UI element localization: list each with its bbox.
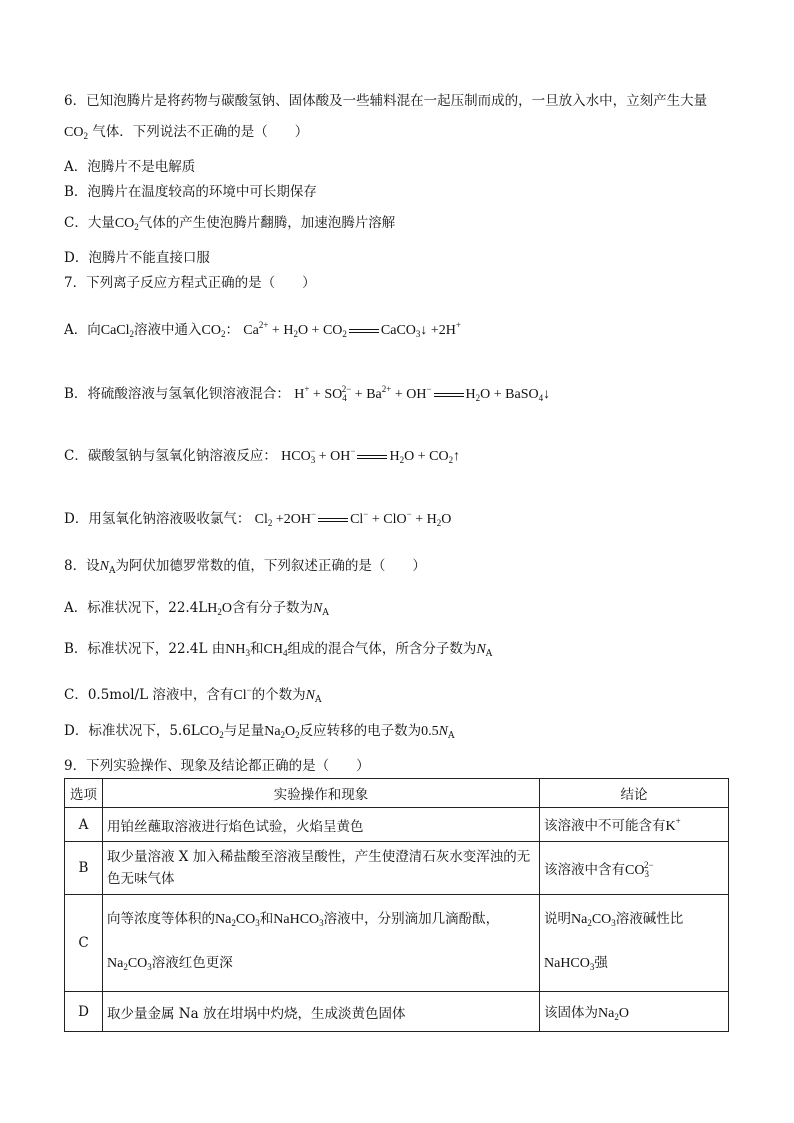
q8-option-d: D．标准状况下，$5.6LCO_2$与足量$Na_2O_2$反应转移的电子数为$0.5N_A$ (64, 723, 455, 741)
q8-option-c: C．0.5mol/L 溶液中，含有Cl−的个数为$N_A$ (64, 685, 322, 705)
table-row (65, 895, 729, 992)
q6-option-b: B．泡腾片在温度较高的环境中可长期保存 (64, 184, 317, 200)
row-conclusion: 说明$Na_2CO_3$溶液碱性比 NaHCO$_3$强 (540, 895, 729, 992)
row-conclusion: 该溶液中不可能含有K+ (540, 808, 729, 842)
row-operation: 向等浓度等体积的$Na_2CO_3$和NaHCO$_3$溶液中，分别滴加几滴酚酞， $Na_2CO_3$溶液红色更深 (103, 895, 540, 992)
row-operation: 用铂丝蘸取溶液进行焰色试验，火焰呈黄色 (103, 808, 540, 842)
q8-option-a: A．标准状况下，$22.4LH_2O$含有分子数为$N_A$ (64, 600, 329, 618)
row-conclusion: 该溶液中含有$CO_3^{2-}$ (540, 842, 729, 895)
q6-stem-line1: 6．已知泡腾片是将药物与碳酸氢钠、固体酸及一些辅料混在一起压制而成的，一旦放入水中，立刻产生大量 (64, 93, 708, 109)
q6-stem-line2: $CO_2$ 气体．下列说法不正确的是（ ） (64, 124, 309, 141)
q9-stem: 9．下列实验操作、现象及结论都正确的是（ ） (64, 758, 370, 774)
row-option: A (65, 808, 103, 842)
row-option: C (65, 895, 103, 992)
row-conclusion: 该固体为$Na_2O$ (540, 992, 729, 1032)
row-option: B (65, 842, 103, 895)
q7-stem: 7．下列离子反应方程式正确的是（ ） (64, 275, 316, 291)
header-option: 选项 (65, 779, 103, 808)
row-operation: 取少量溶液 X 加入稀盐酸至溶液呈酸性，产生使澄清石灰水变浑浊的无色无味气体 (103, 842, 540, 895)
header-operation: 实验操作和现象 (103, 779, 540, 808)
q6-option-d: D．泡腾片不能直接口服 (64, 250, 210, 266)
row-operation: 取少量金属 Na 放在坩埚中灼烧，生成淡黄色固体 (103, 992, 540, 1032)
table-row (65, 842, 729, 895)
q6-option-a: A．泡腾片不是电解质 (64, 159, 196, 175)
header-conclusion: 结论 (540, 779, 729, 808)
q7-option-d: D．用氢氧化钠溶液吸收氯气： $Cl_2 +2OH^-$ $Cl^- + ClO^- + H_2O$ (64, 509, 452, 528)
q6-option-c: C．大量$CO_2$气体的产生使泡腾片翻腾，加速泡腾片溶解 (64, 215, 396, 232)
q7-option-a: A．向CaCl$_2$溶液中通入$CO_2$： $Ca^{2+} + H_2O + CO_2$ CaCO$_3$↓ +2H+ (64, 320, 461, 339)
q8-stem: 8．设$N_A$为阿伏加德罗常数的值，下列叙述正确的是（ ） (64, 558, 426, 576)
q8-option-b: B．标准状况下，22.4L 由$NH_3$和$CH_4$组成的混合气体，所含分子数为$N_A$ (64, 641, 493, 659)
table-row (65, 808, 729, 842)
q9-table (64, 778, 729, 1032)
row-option: D (65, 992, 103, 1032)
q7-option-c: C．碳酸氢钠与氢氧化钠溶液反应： $HCO_3^- + OH^-$ $H_2O$ + $CO_2↑$ (64, 446, 461, 465)
table-header-row (65, 779, 729, 808)
table-row (65, 992, 729, 1032)
q7-option-b: B．将硫酸溶液与氢氧化钡溶液混合： $H^+ + SO_4^{2-} + Ba^{2+} + OH^-$ $H_2O$ + BaSO$_4$↓ (64, 384, 551, 403)
